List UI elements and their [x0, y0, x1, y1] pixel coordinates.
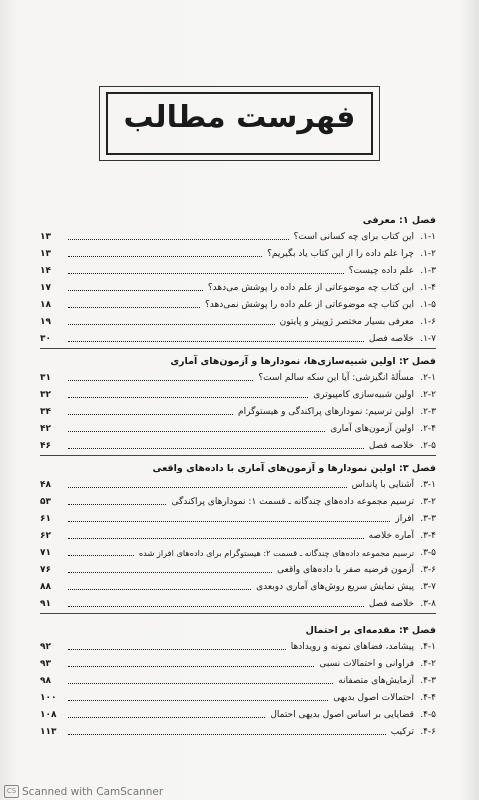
entry-number: ۲-۴.	[420, 424, 436, 434]
entry-number: ۱-۲.	[420, 249, 436, 259]
entry-page: ۳۴	[40, 407, 51, 417]
entry-text: افراز	[395, 514, 414, 524]
entry-text: آشنایی با پانداس	[351, 480, 414, 490]
toc-entry	[40, 528, 436, 545]
toc-entry	[40, 387, 436, 404]
entry-text: خلاصه فصل	[368, 441, 414, 451]
entry-text: مسألهٔ انگیزشی: آیا این سکه سالم است؟	[258, 373, 414, 383]
entry-page: ۱۷	[40, 283, 51, 293]
entry-number: ۳-۱.	[420, 480, 436, 490]
toc-entry	[40, 404, 436, 421]
entry-number: ۳-۶.	[420, 565, 436, 575]
entry-number: ۱-۶.	[420, 317, 436, 327]
entry-number: ۱-۳.	[420, 266, 436, 276]
entry-page: ۱۴	[40, 266, 51, 276]
entry-page: ۱۱۳	[40, 727, 57, 737]
toc-entry	[40, 511, 436, 528]
entry-number: ۲-۱.	[420, 373, 436, 383]
entry-page: ۵۳	[40, 497, 51, 507]
entry-page: ۳۲	[40, 390, 51, 400]
toc-entry	[40, 545, 436, 562]
chapter-4	[40, 622, 436, 741]
entry-page: ۹۱	[40, 599, 51, 609]
entry-page: ۱۳	[40, 249, 51, 259]
toc-entry	[40, 477, 436, 494]
entry-text: پیش نمایش سریع روش‌های آماری دوبعدی	[256, 582, 414, 592]
entry-page: ۷۱	[40, 548, 51, 558]
toc-entry	[40, 579, 436, 596]
entry-page: ۱۳	[40, 232, 51, 242]
toc-entry	[40, 673, 436, 690]
toc-entry	[40, 639, 436, 656]
toc-entry	[40, 596, 436, 614]
entry-page: ۸۸	[40, 582, 51, 592]
entry-text: ترسیم مجموعه داده‌های چندگانه ـ قسمت ۱: نمودارهای پراکندگی	[171, 497, 414, 507]
entry-page: ۶۱	[40, 514, 51, 524]
entry-text: چرا علم داده را از این کتاب یاد بگیریم؟	[267, 249, 414, 259]
entry-number: ۲-۵.	[420, 441, 436, 451]
entry-text: خلاصه فصل	[368, 334, 414, 344]
entry-text: آزمون فرضیه صفر با داده‌های واقعی	[277, 565, 414, 575]
entry-page: ۹۲	[40, 642, 51, 652]
entry-text: پیشامد، فضاهای نمونه و رویدادها	[290, 642, 414, 652]
entry-text: احتمالات اصول بدیهی	[333, 693, 414, 703]
toc-entry	[40, 724, 436, 741]
entry-number: ۲-۲.	[420, 390, 436, 400]
entry-text: معرفی بسیار مختصر ژوپیتر و پایتون	[279, 317, 414, 327]
toc-entry	[40, 297, 436, 314]
toc-entry	[40, 707, 436, 724]
chapter-title: فصل ۱: معرفی	[362, 215, 436, 226]
entry-number: ۱-۷.	[420, 334, 436, 344]
entry-number: ۱-۱.	[420, 232, 436, 242]
chapter-2	[40, 353, 436, 456]
toc-entry	[40, 494, 436, 511]
entry-number: ۳-۷.	[420, 582, 436, 592]
toc-entry	[40, 690, 436, 707]
entry-number: ۳-۴.	[420, 531, 436, 541]
entry-number: ۴-۴.	[420, 693, 436, 703]
entry-text: این کتاب برای چه کسانی است؟	[293, 232, 414, 242]
entry-page: ۹۸	[40, 676, 51, 686]
toc-entry	[40, 421, 436, 438]
entry-number: ۱-۵.	[420, 300, 436, 310]
entry-number: ۱-۴.	[420, 283, 436, 293]
toc-entry	[40, 280, 436, 297]
entry-page: ۱۸	[40, 300, 51, 310]
camscanner-logo-icon: CS	[4, 785, 19, 798]
entry-page: ۴۶	[40, 441, 51, 451]
entry-page: ۷۶	[40, 565, 51, 575]
toc-entry	[40, 246, 436, 263]
toc-entry	[40, 331, 436, 349]
page-title: فهرست مطالب	[123, 100, 356, 135]
entry-text: آزمایش‌های متصفانه	[338, 676, 414, 686]
chapter-title: فصل ۳: اولین نمودارها و آزمون‌های آماری با داده‌های واقعی	[152, 463, 436, 474]
toc-entry	[40, 263, 436, 280]
entry-page: ۹۳	[40, 659, 51, 669]
entry-number: ۳-۵.	[420, 548, 436, 558]
entry-text: خلاصه فصل	[368, 599, 414, 609]
chapter-1	[40, 212, 436, 349]
toc-entry	[40, 438, 436, 456]
table-of-contents	[40, 212, 436, 741]
entry-text: ترسیم مجموعه داده‌های چندگانه ـ قسمت ۲: هیستوگرام برای داده‌های افراز شده	[138, 548, 414, 558]
entry-text: این کتاب چه موضوعاتی از علم داده را پوشش می‌دهد؟	[207, 283, 414, 293]
toc-entry	[40, 314, 436, 331]
toc-entry	[40, 562, 436, 579]
entry-text: این کتاب چه موضوعاتی از علم داده را پوشش نمی‌دهد؟	[205, 300, 414, 310]
entry-number: ۳-۲.	[420, 497, 436, 507]
entry-number: ۴-۵.	[420, 710, 436, 720]
entry-page: ۶۲	[40, 531, 51, 541]
entry-number: ۳-۳.	[420, 514, 436, 524]
scanner-watermark	[4, 785, 163, 798]
entry-text: اولین شبیه‌سازی کامپیوتری	[313, 390, 414, 400]
entry-number: ۳-۸.	[420, 599, 436, 609]
entry-number: ۴-۳.	[420, 676, 436, 686]
entry-text: فراوانی و احتمالات نسبی	[319, 659, 414, 669]
chapter-title: فصل ۲: اولین شبیه‌سازی‌ها، نمودارها و آزمون‌های آماری	[170, 356, 436, 367]
entry-number: ۲-۳.	[420, 407, 436, 417]
entry-page: ۴۸	[40, 480, 51, 490]
watermark-text: Scanned with CamScanner	[22, 785, 164, 798]
entry-page: ۳۰	[40, 334, 51, 344]
entry-page: ۱۰۰	[40, 693, 57, 703]
toc-entry	[40, 656, 436, 673]
toc-entry	[40, 370, 436, 387]
chapter-3	[40, 460, 436, 614]
entry-number: ۴-۶.	[420, 727, 436, 737]
chapter-title: فصل ۴: مقدمه‌ای بر احتمال	[305, 625, 436, 636]
entry-text: قضایایی بر اساس اصول بدیهی احتمال	[270, 710, 414, 720]
entry-text: علم داده چیست؟	[348, 266, 414, 276]
entry-number: ۴-۲.	[420, 659, 436, 669]
toc-entry	[40, 229, 436, 246]
entry-number: ۴-۱.	[420, 642, 436, 652]
entry-page: ۱۰۸	[40, 710, 57, 720]
entry-text: آماره خلاصه	[368, 531, 414, 541]
entry-text: اولین ترسیم: نمودارهای پراکندگی و هیستوگرام	[238, 407, 414, 417]
entry-text: ترکیب	[390, 727, 414, 737]
entry-text: اولین آزمون‌های آماری	[330, 424, 414, 434]
entry-page: ۳۱	[40, 373, 51, 383]
entry-page: ۴۲	[40, 424, 51, 434]
entry-page: ۱۹	[40, 317, 51, 327]
